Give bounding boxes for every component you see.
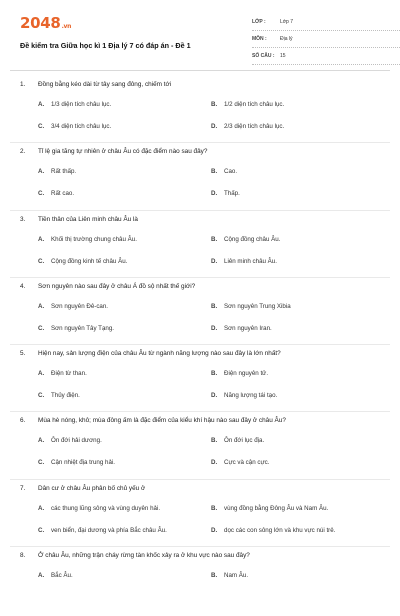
option-text: Cộng đồng châu Âu. [224, 235, 281, 243]
option-b[interactable] [211, 303, 291, 310]
option-c[interactable] [38, 527, 167, 534]
option-letter: A. [38, 504, 45, 512]
question-number: 6. [20, 417, 26, 425]
option-text: Sơn nguyên Tây Tạng. [51, 324, 114, 332]
option-letter: D. [211, 324, 218, 332]
question-item [20, 347, 384, 414]
option-letter: B. [211, 168, 218, 176]
option-text: Sơn nguyên Trung Xibia [224, 302, 291, 310]
question-divider [10, 210, 390, 211]
option-letter: C. [38, 459, 45, 467]
question-text [20, 552, 250, 559]
option-text: Thủy điện. [51, 392, 80, 400]
question-stem: Tiền thân của Liên minh châu Âu là [38, 215, 138, 223]
question-item [20, 78, 384, 145]
question-divider [10, 142, 390, 143]
option-text: Liên minh châu Âu. [224, 257, 277, 265]
question-divider [10, 479, 390, 480]
option-text: dọc các con sông lớn và khu vực núi trẻ. [224, 526, 336, 534]
option-b[interactable] [211, 101, 284, 108]
question-stem: Đồng bằng kéo dài từ tây sang đông, chiếm tới [38, 81, 172, 88]
question-stem: Hiện nay, sản lượng điện của châu Âu từ ngành năng lượng nào sau đây là lớn nhất? [38, 350, 281, 358]
option-c[interactable] [38, 123, 111, 130]
option-letter: C. [38, 257, 45, 265]
meta-row-subject [252, 31, 400, 48]
option-text: Sơn nguyên Đê-can. [51, 302, 109, 310]
question-item [20, 213, 384, 280]
option-letter: D. [211, 459, 218, 467]
option-text: Sơn nguyên Iran. [224, 324, 272, 332]
question-number: 1. [20, 81, 26, 88]
meta-value: Lớp 7 [280, 19, 294, 25]
page-header [20, 10, 384, 66]
option-text: 1/2 diện tích châu lục. [224, 101, 285, 108]
option-letter: B. [211, 370, 218, 378]
option-text: các thung lũng sông và vùng duyên hải. [51, 504, 161, 512]
question-number: 2. [20, 148, 26, 156]
option-text: Cận nhiệt địa trung hải. [51, 459, 115, 467]
option-letter: D. [211, 190, 218, 198]
option-b[interactable] [211, 437, 264, 444]
option-text: Rất cao. [51, 190, 75, 198]
question-stem: Tỉ lệ gia tăng tự nhiên ở châu Âu có đặc điểm nào sau đây? [38, 148, 208, 156]
option-letter: A. [38, 168, 45, 176]
option-text: Cộng đồng kinh tế châu Âu. [51, 257, 128, 265]
option-letter: D. [211, 526, 218, 534]
meta-value: Địa lý [280, 36, 293, 42]
meta-row-class [252, 14, 400, 31]
option-letter: B. [211, 572, 218, 580]
option-letter: D. [211, 392, 218, 400]
option-a[interactable] [38, 101, 111, 108]
option-letter: A. [38, 302, 45, 310]
option-d[interactable] [211, 459, 269, 466]
option-c[interactable] [38, 392, 80, 399]
option-b[interactable] [211, 236, 280, 243]
question-divider [10, 546, 390, 547]
option-a[interactable] [38, 572, 73, 579]
question-divider [10, 344, 390, 345]
option-d[interactable] [211, 190, 240, 197]
question-item [20, 145, 384, 212]
meta-key: MÔN : [252, 36, 267, 42]
option-letter: C. [38, 123, 45, 130]
option-text: Ôn đới hải dương. [51, 437, 102, 445]
question-number: 5. [20, 350, 26, 358]
option-text: 3/4 diện tích châu lục. [51, 123, 112, 130]
question-text [20, 148, 207, 155]
question-divider [10, 411, 390, 412]
option-b[interactable] [211, 370, 268, 377]
option-b[interactable] [211, 505, 328, 512]
option-c[interactable] [38, 325, 114, 332]
question-divider [10, 277, 390, 278]
option-letter: D. [211, 257, 218, 265]
question-item [20, 280, 384, 347]
header-divider [10, 70, 390, 71]
option-text: vùng đồng bằng Đông Âu và Nam Âu. [224, 504, 329, 512]
meta-value: 15 [280, 53, 286, 59]
question-stem: Ở châu Âu, những trận cháy rừng tàn khốc xảy ra ở khu vực nào sau đây? [38, 552, 250, 560]
option-letter: A. [38, 101, 45, 108]
question-text [20, 216, 138, 223]
question-stem: Dân cư ở châu Âu phân bố chủ yếu ở [38, 484, 146, 492]
logo-suffix: .vn [61, 23, 72, 30]
option-letter: D. [211, 123, 218, 130]
meta-row-count [252, 48, 400, 65]
question-number: 3. [20, 215, 26, 223]
option-c[interactable] [38, 190, 74, 197]
document-title: Đề kiểm tra Giữa học kì 1 Địa lý 7 có đáp án - Đề 1 [20, 41, 191, 50]
option-d[interactable] [211, 527, 335, 534]
option-text: Thấp. [224, 190, 240, 198]
option-text: Điện nguyên tử. [224, 370, 269, 378]
option-b[interactable] [211, 168, 237, 175]
meta-key: LỚP : [252, 19, 266, 25]
question-text [20, 81, 171, 88]
option-text: Cực và cận cực. [224, 459, 270, 467]
option-text: Khối thị trường chung châu Âu. [51, 235, 137, 243]
question-item [20, 549, 384, 616]
meta-key: SỐ CÂU : [252, 53, 275, 59]
option-letter: C. [38, 392, 45, 400]
option-letter: A. [38, 572, 45, 580]
question-stem: Sơn nguyên nào sau đây ở châu Á đồ sộ nhất thế giới? [38, 282, 196, 290]
option-a[interactable] [38, 437, 102, 444]
option-a[interactable] [38, 303, 108, 310]
option-c[interactable] [38, 459, 115, 466]
option-letter: A. [38, 437, 45, 445]
option-letter: C. [38, 526, 45, 534]
option-a[interactable] [38, 168, 76, 175]
question-number: 7. [20, 484, 26, 492]
option-text: Rất thấp. [51, 168, 77, 176]
option-text: Ôn đới lục địa. [224, 437, 265, 445]
option-a[interactable] [38, 370, 87, 377]
site-logo[interactable] [20, 14, 71, 32]
question-list [20, 78, 384, 616]
question-number: 8. [20, 552, 26, 560]
option-text: 1/3 diện tích châu lục. [51, 101, 112, 108]
option-letter: C. [38, 324, 45, 332]
question-text [20, 417, 286, 424]
option-text: Năng lượng tái tạo. [224, 392, 278, 400]
question-stem: Mùa hè nóng, khô; mùa đông ấm là đặc điểm của kiểu khí hậu nào sau đây ở châu Âu? [38, 417, 286, 425]
option-c[interactable] [38, 258, 127, 265]
option-text: Nam Âu. [224, 572, 249, 580]
question-text [20, 350, 281, 357]
logo-text: 2048 [20, 14, 61, 32]
question-item [20, 414, 384, 481]
option-d[interactable] [211, 258, 277, 265]
option-letter: B. [211, 437, 218, 445]
option-letter: A. [38, 370, 45, 378]
question-text [20, 485, 145, 492]
option-a[interactable] [38, 236, 137, 243]
option-letter: B. [211, 101, 218, 108]
document-meta [252, 14, 400, 65]
question-item [20, 482, 384, 549]
option-text: Cao. [224, 168, 238, 176]
question-number: 4. [20, 282, 26, 290]
option-a[interactable] [38, 505, 160, 512]
option-text: Bắc Âu. [51, 572, 73, 580]
question-text [20, 283, 195, 290]
option-d[interactable] [211, 325, 272, 332]
option-b[interactable] [211, 572, 248, 579]
option-letter: B. [211, 235, 218, 243]
option-letter: C. [38, 190, 45, 198]
option-text: 2/3 diện tích châu lục. [224, 123, 285, 130]
option-text: ven biển, đại dương và phía Bắc châu Âu. [51, 526, 167, 534]
option-letter: A. [38, 235, 45, 243]
option-d[interactable] [211, 392, 277, 399]
option-letter: B. [211, 504, 218, 512]
option-text: Điện từ than. [51, 370, 87, 378]
option-letter: B. [211, 302, 218, 310]
option-d[interactable] [211, 123, 284, 130]
